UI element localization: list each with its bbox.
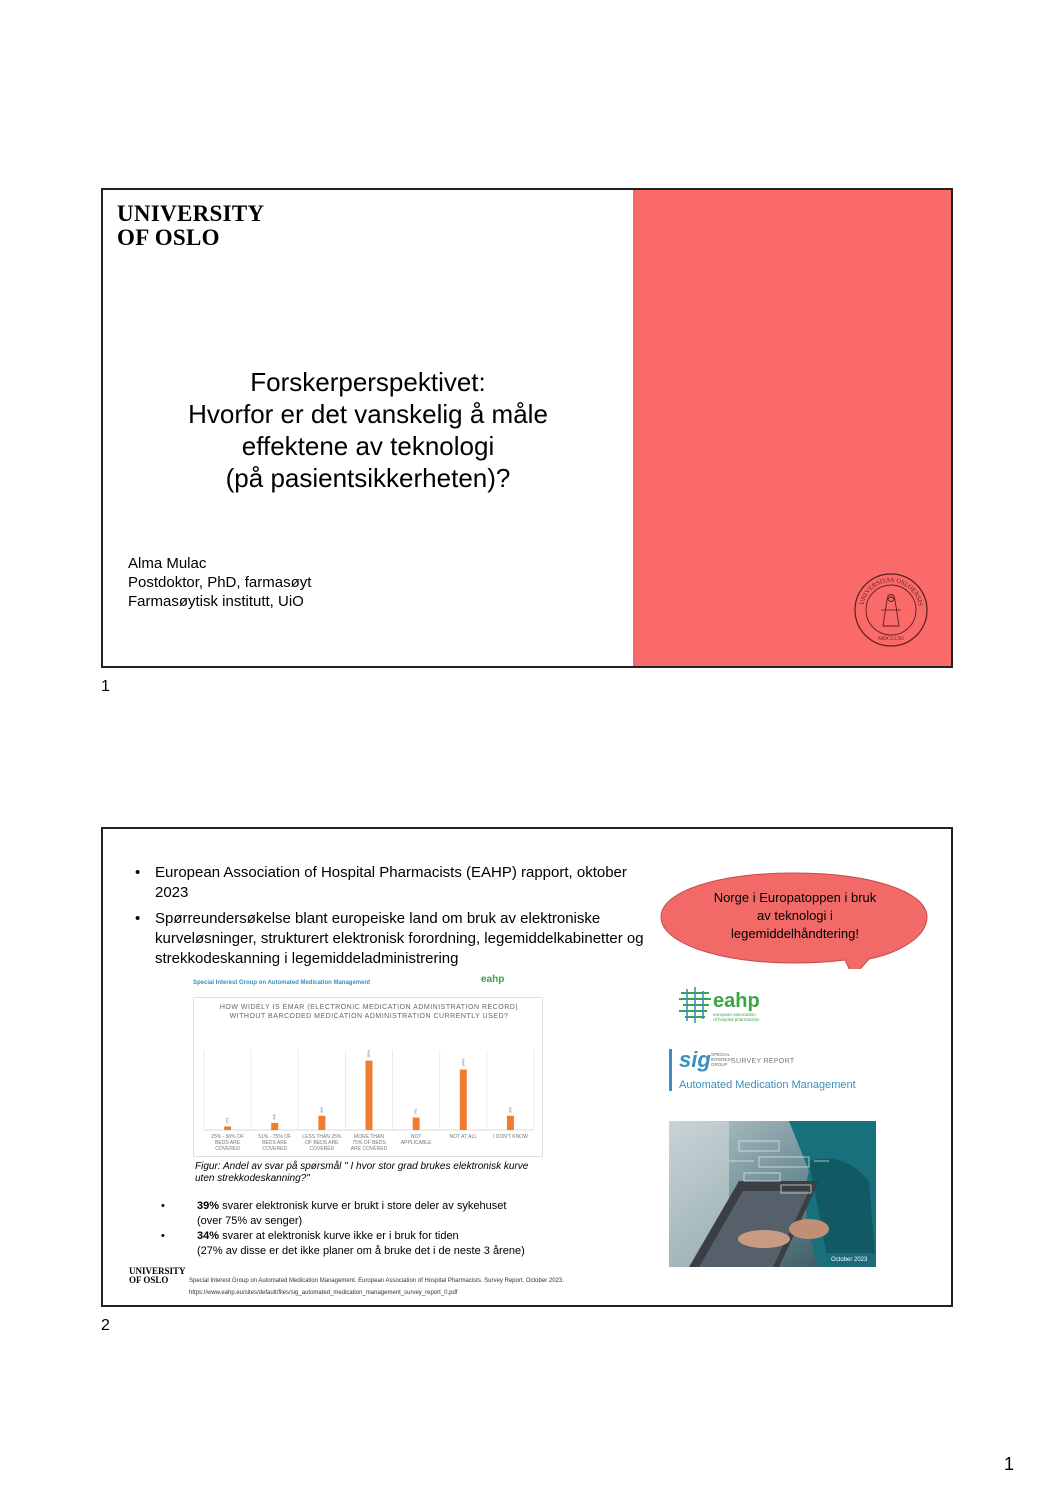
- chart-category-label: 75% OF BEDS: [352, 1140, 386, 1146]
- author-affiliation: Farmasøytisk institutt, UiO: [128, 593, 304, 610]
- chart-data-label: 7%: [413, 1108, 419, 1115]
- author-name: Alma Mulac: [128, 555, 207, 572]
- logo-line: OF OSLO: [129, 1275, 169, 1285]
- bullet-item: • European Association of Hospital Pharmacists (EAHP) rapport, oktober 2023: [133, 863, 663, 903]
- survey-report-label: SURVEY REPORT: [731, 1058, 795, 1065]
- logo-line: UNIVERSITY: [129, 1266, 186, 1276]
- chart-bar: [507, 1116, 514, 1130]
- logo-line: UNIVERSITY: [117, 201, 265, 226]
- chart-category-label: 25% - 50% OF: [211, 1134, 244, 1140]
- chart-category-label: COVERED: [309, 1146, 335, 1152]
- bar-chart: [193, 997, 543, 1157]
- logo-line: OF OSLO: [117, 225, 220, 250]
- bullet-item: • Spørreundersøkelse blant europeiske land om bruk av elektroniske kurveløsninger, strukturert elektronisk forordning, legemiddelkabinetter og strekkodeskanning i legemiddeladministrering: [133, 909, 663, 969]
- stat-text: svarer elektronisk kurve er brukt i store deler av sykehuset: [219, 1200, 507, 1212]
- title-line: Forskerperspektivet:: [250, 367, 486, 397]
- title-line: effektene av teknologi: [241, 431, 495, 461]
- chart-bar: [318, 1116, 325, 1130]
- chart-category-label: COVERED: [262, 1146, 288, 1152]
- chart-category-label: 51% - 75% OF: [258, 1134, 292, 1140]
- chart-data-label: 4%: [271, 1114, 277, 1120]
- chart-title: HOW WIDELY IS EMAR (ELECTRONIC MEDICATION ADMINISTRATION RECORD) WITHOUT BARCODED MEDICATION ADMINISTRATION CURRENTLY USED?: [219, 1004, 519, 1020]
- chart-bar: [366, 1061, 373, 1130]
- chart-data-label: 8%: [318, 1106, 324, 1113]
- bullet-list: [133, 863, 663, 975]
- eahp-small-logo: eahp: [481, 974, 505, 985]
- chart-category-label: I DON'T KNOW: [493, 1134, 528, 1140]
- chart-category-label: LESS THAN 25%: [302, 1134, 342, 1140]
- chart-category-label: OF BEDS ARE: [305, 1140, 339, 1146]
- stat-value: 34%: [197, 1230, 220, 1242]
- chart-category-label: BEDS ARE: [262, 1140, 288, 1146]
- eahp-wordmark: eahp: [713, 990, 760, 1012]
- stats-list: [153, 1199, 613, 1259]
- svg-text:UNIVERSITAS OSLOENSIS: UNIVERSITAS OSLOENSIS: [858, 576, 924, 607]
- chart-svg: [194, 998, 544, 1158]
- chart-source-header: Special Interest Group on Automated Medication Management: [193, 980, 371, 986]
- uio-small-logo: [129, 1267, 186, 1285]
- sig-accent-bar: [669, 1049, 672, 1091]
- references: [189, 1275, 564, 1299]
- figure-caption: Figur: Andel av svar på spørsmål " I hvor stor grad brukes elektronisk kurve uten strekkodeskanning?": [195, 1161, 529, 1184]
- title-line: Hvorfor er det vanskelig å måle: [188, 399, 548, 429]
- tagline-line: european association: [713, 1012, 756, 1017]
- stat-subtext: (over 75% av senger): [197, 1215, 303, 1227]
- stat-value: 39%: [197, 1200, 220, 1212]
- eahp-tagline: [713, 1012, 759, 1022]
- reference-line: Special Interest Group on Automated Medication Management. European Association of Hospital Pharmacists. Survey Report. October 2023.: [189, 1278, 564, 1284]
- page-number: 1: [1003, 1454, 1014, 1474]
- reference-url: https://www.eahp.eu/sites/default/files/sig_automated_medication_management_survey_report_0.pdf: [189, 1290, 458, 1296]
- sig-group-line: GROUP: [711, 1062, 728, 1067]
- cover-title: Automated Medication Management: [679, 1079, 856, 1091]
- slide-2: [101, 827, 953, 1307]
- stat-item: [153, 1199, 613, 1214]
- sig-logo: sig: [679, 1047, 711, 1072]
- stat-subtext: (27% av disse er det ikke planer om å bruke det i de neste 3 årene): [197, 1245, 525, 1257]
- chart-bar: [460, 1070, 467, 1130]
- chart-category-label: NOT AT ALL: [449, 1134, 478, 1140]
- slide-1: [101, 188, 953, 668]
- chart-data-label: 34%: [460, 1058, 466, 1067]
- chart-category-label: NOT: [410, 1134, 422, 1140]
- university-seal-icon: [853, 572, 929, 648]
- chart-category-label: BEDS ARE: [215, 1140, 241, 1146]
- chart-category-label: MORE THAN: [354, 1134, 384, 1140]
- sig-group-line: SPECIAL: [711, 1052, 731, 1057]
- author-title: Postdoktor, PhD, farmasøyt: [128, 574, 312, 591]
- bubble-text: Norge i Europatoppen i bruk av teknologi i legemiddelhåndtering!: [713, 890, 877, 941]
- chart-bar: [224, 1126, 231, 1130]
- chart-data-label: 39%: [366, 1049, 371, 1058]
- title-line: (på pasientsikkerheten)?: [225, 463, 511, 493]
- chart-category-label: COVERED: [215, 1146, 240, 1152]
- stat-text: svarer at elektronisk kurve ikke er i bruk for tiden: [219, 1230, 459, 1242]
- slide-title: [123, 366, 613, 494]
- chart-bar: [413, 1118, 420, 1130]
- laptop-photo: [669, 1121, 876, 1267]
- svg-text:MDCCCXI: MDCCCXI: [878, 636, 904, 642]
- chart-data-label: 2%: [224, 1117, 230, 1124]
- sig-group-line: INTEREST: [711, 1057, 734, 1062]
- stat-item: [153, 1229, 613, 1244]
- chart-data-label: 8%: [507, 1106, 513, 1113]
- chart-category-label: ARE COVERED: [350, 1146, 388, 1152]
- chart-category-label: APPLICABLE: [400, 1140, 432, 1146]
- author-info: [128, 554, 311, 611]
- sig-group-label: [711, 1052, 733, 1067]
- cover-date: October 2023: [831, 1257, 868, 1263]
- chart-bar: [271, 1123, 278, 1130]
- slide-number: 2: [101, 1317, 110, 1334]
- slide-number: 1: [101, 678, 110, 695]
- tagline-line: of hospital pharmacists: [713, 1017, 760, 1022]
- uio-logo: [117, 202, 264, 250]
